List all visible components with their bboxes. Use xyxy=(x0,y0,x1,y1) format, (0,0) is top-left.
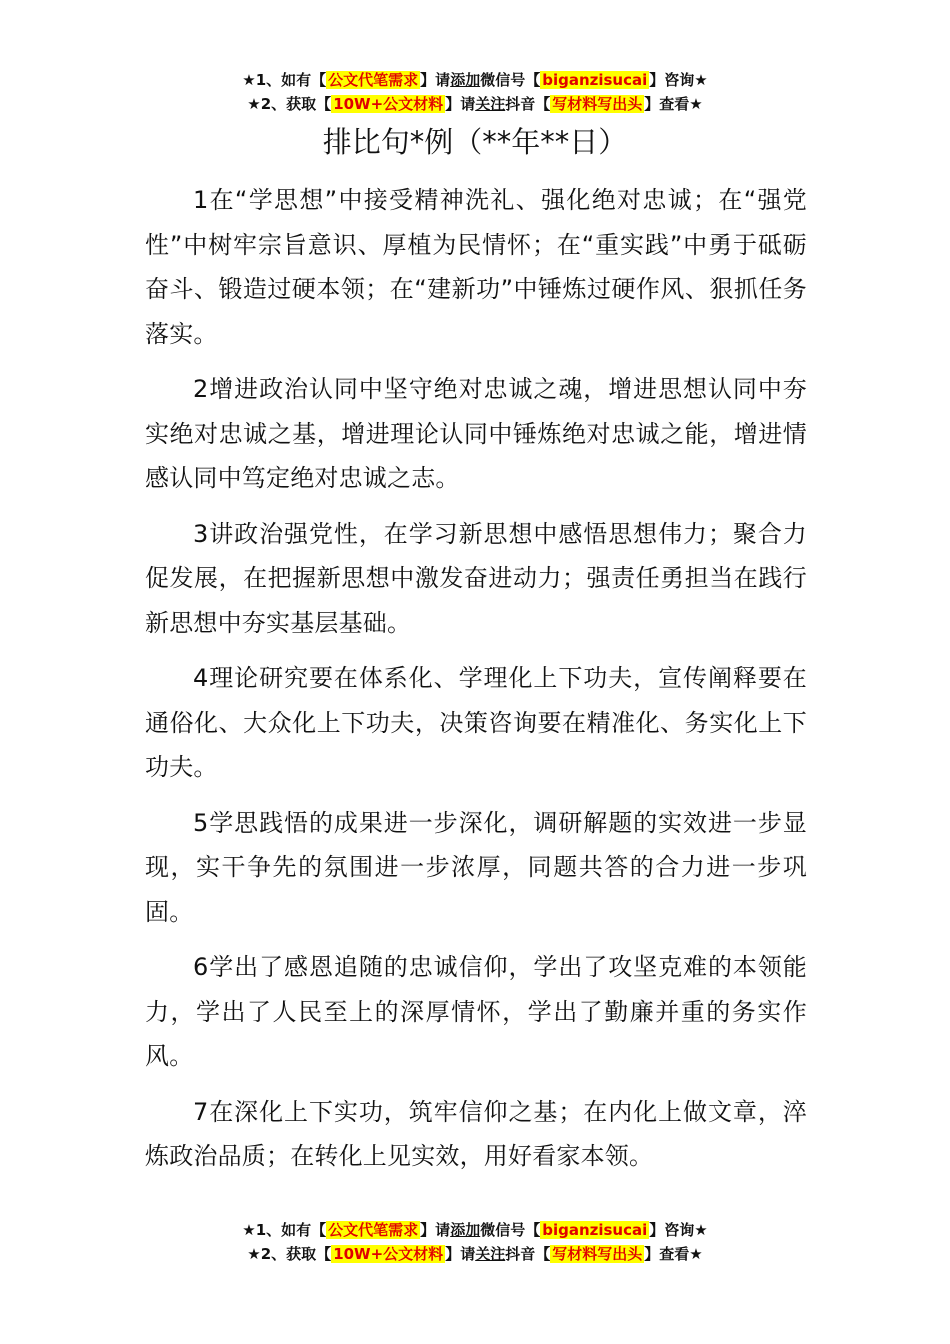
banner-text: 】请 xyxy=(445,1245,476,1263)
banner-highlight: 写材料写出头 xyxy=(552,95,643,113)
banner-text: 】请 xyxy=(420,71,451,89)
paragraph-2: 2增进政治认同中坚守绝对忠诚之魂，增进思想认同中夯实绝对忠诚之基，增进理论认同中锤炼绝对忠诚之能，增进情感认同中笃定绝对忠诚之志。 xyxy=(145,375,807,492)
paragraph-5: 5学思践悟的成果进一步深化，调研解题的实效进一步显现，实干争先的氛围进一步浓厚，同题共答的合力进一步巩固。 xyxy=(145,808,807,926)
banner-highlight: biganzisucai xyxy=(542,71,648,89)
banner-text: 】请 xyxy=(420,1221,451,1239)
banner-highlight: 公文代笔需求 xyxy=(328,1221,419,1239)
banner-text: 】请 xyxy=(445,95,476,113)
banner-text: ★2、获取【 xyxy=(247,1245,332,1263)
document-body xyxy=(145,178,807,1190)
paragraph-3: 3讲政治强党性，在学习新思想中感悟思想伟力；聚合力促发展，在把握新思想中激发奋进动力；强责任勇担当在践行新思想中夯实基层基础。 xyxy=(145,519,807,637)
banner-highlight: 10W+公文材料 xyxy=(333,1245,444,1263)
banner-line-1 xyxy=(0,1218,950,1242)
banner-underline: 关注 xyxy=(475,1245,506,1263)
banner-highlight: 写材料写出头 xyxy=(552,1245,643,1263)
banner-underline: 关注 xyxy=(475,95,506,113)
banner-text: 微信号【 xyxy=(480,1221,541,1239)
banner-text: 微信号【 xyxy=(480,71,541,89)
paragraph-1: 1在“学思想”中接受精神洗礼、强化绝对忠诚；在“强党性”中树牢宗旨意识、厚植为民情怀；在“重实践”中勇于砥砺奋斗、锻造过硬本领；在“建新功”中锤炼过硬作风、狠抓任务落实。 xyxy=(145,186,807,348)
banner-highlight: 10W+公文材料 xyxy=(333,95,444,113)
banner-text: ★1、如有【 xyxy=(242,71,327,89)
banner-underline: 添加 xyxy=(450,1221,481,1239)
banner-text: ★1、如有【 xyxy=(242,1221,327,1239)
footer-banner xyxy=(0,1218,950,1266)
banner-text: 】查看★ xyxy=(644,1245,703,1263)
banner-text: 】咨询★ xyxy=(649,1221,708,1239)
paragraph-4: 4理论研究要在体系化、学理化上下功夫，宣传阐释要在通俗化、大众化上下功夫，决策咨询要在精准化、务实化上下功夫。 xyxy=(145,664,807,781)
banner-text: 抖音【 xyxy=(505,1245,551,1263)
paragraph-7: 7在深化上下实功，筑牢信仰之基；在内化上做文章，淬炼政治品质；在转化上见实效，用好看家本领。 xyxy=(145,1097,807,1170)
banner-text: 】咨询★ xyxy=(649,71,708,89)
banner-highlight: biganzisucai xyxy=(542,1221,648,1239)
banner-line-2 xyxy=(0,1242,950,1266)
header-banner xyxy=(0,68,950,116)
banner-line-1 xyxy=(0,68,950,92)
banner-text: 】查看★ xyxy=(644,95,703,113)
paragraph-6: 6学出了感恩追随的忠诚信仰，学出了攻坚克难的本领能力，学出了人民至上的深厚情怀，学出了勤廉并重的务实作风。 xyxy=(145,953,807,1070)
banner-text: ★2、获取【 xyxy=(247,95,332,113)
banner-text: 抖音【 xyxy=(505,95,551,113)
banner-highlight: 公文代笔需求 xyxy=(328,71,419,89)
banner-line-2 xyxy=(0,92,950,116)
banner-underline: 添加 xyxy=(450,71,481,89)
page-title: 排比句*例（**年**日） xyxy=(322,125,628,159)
